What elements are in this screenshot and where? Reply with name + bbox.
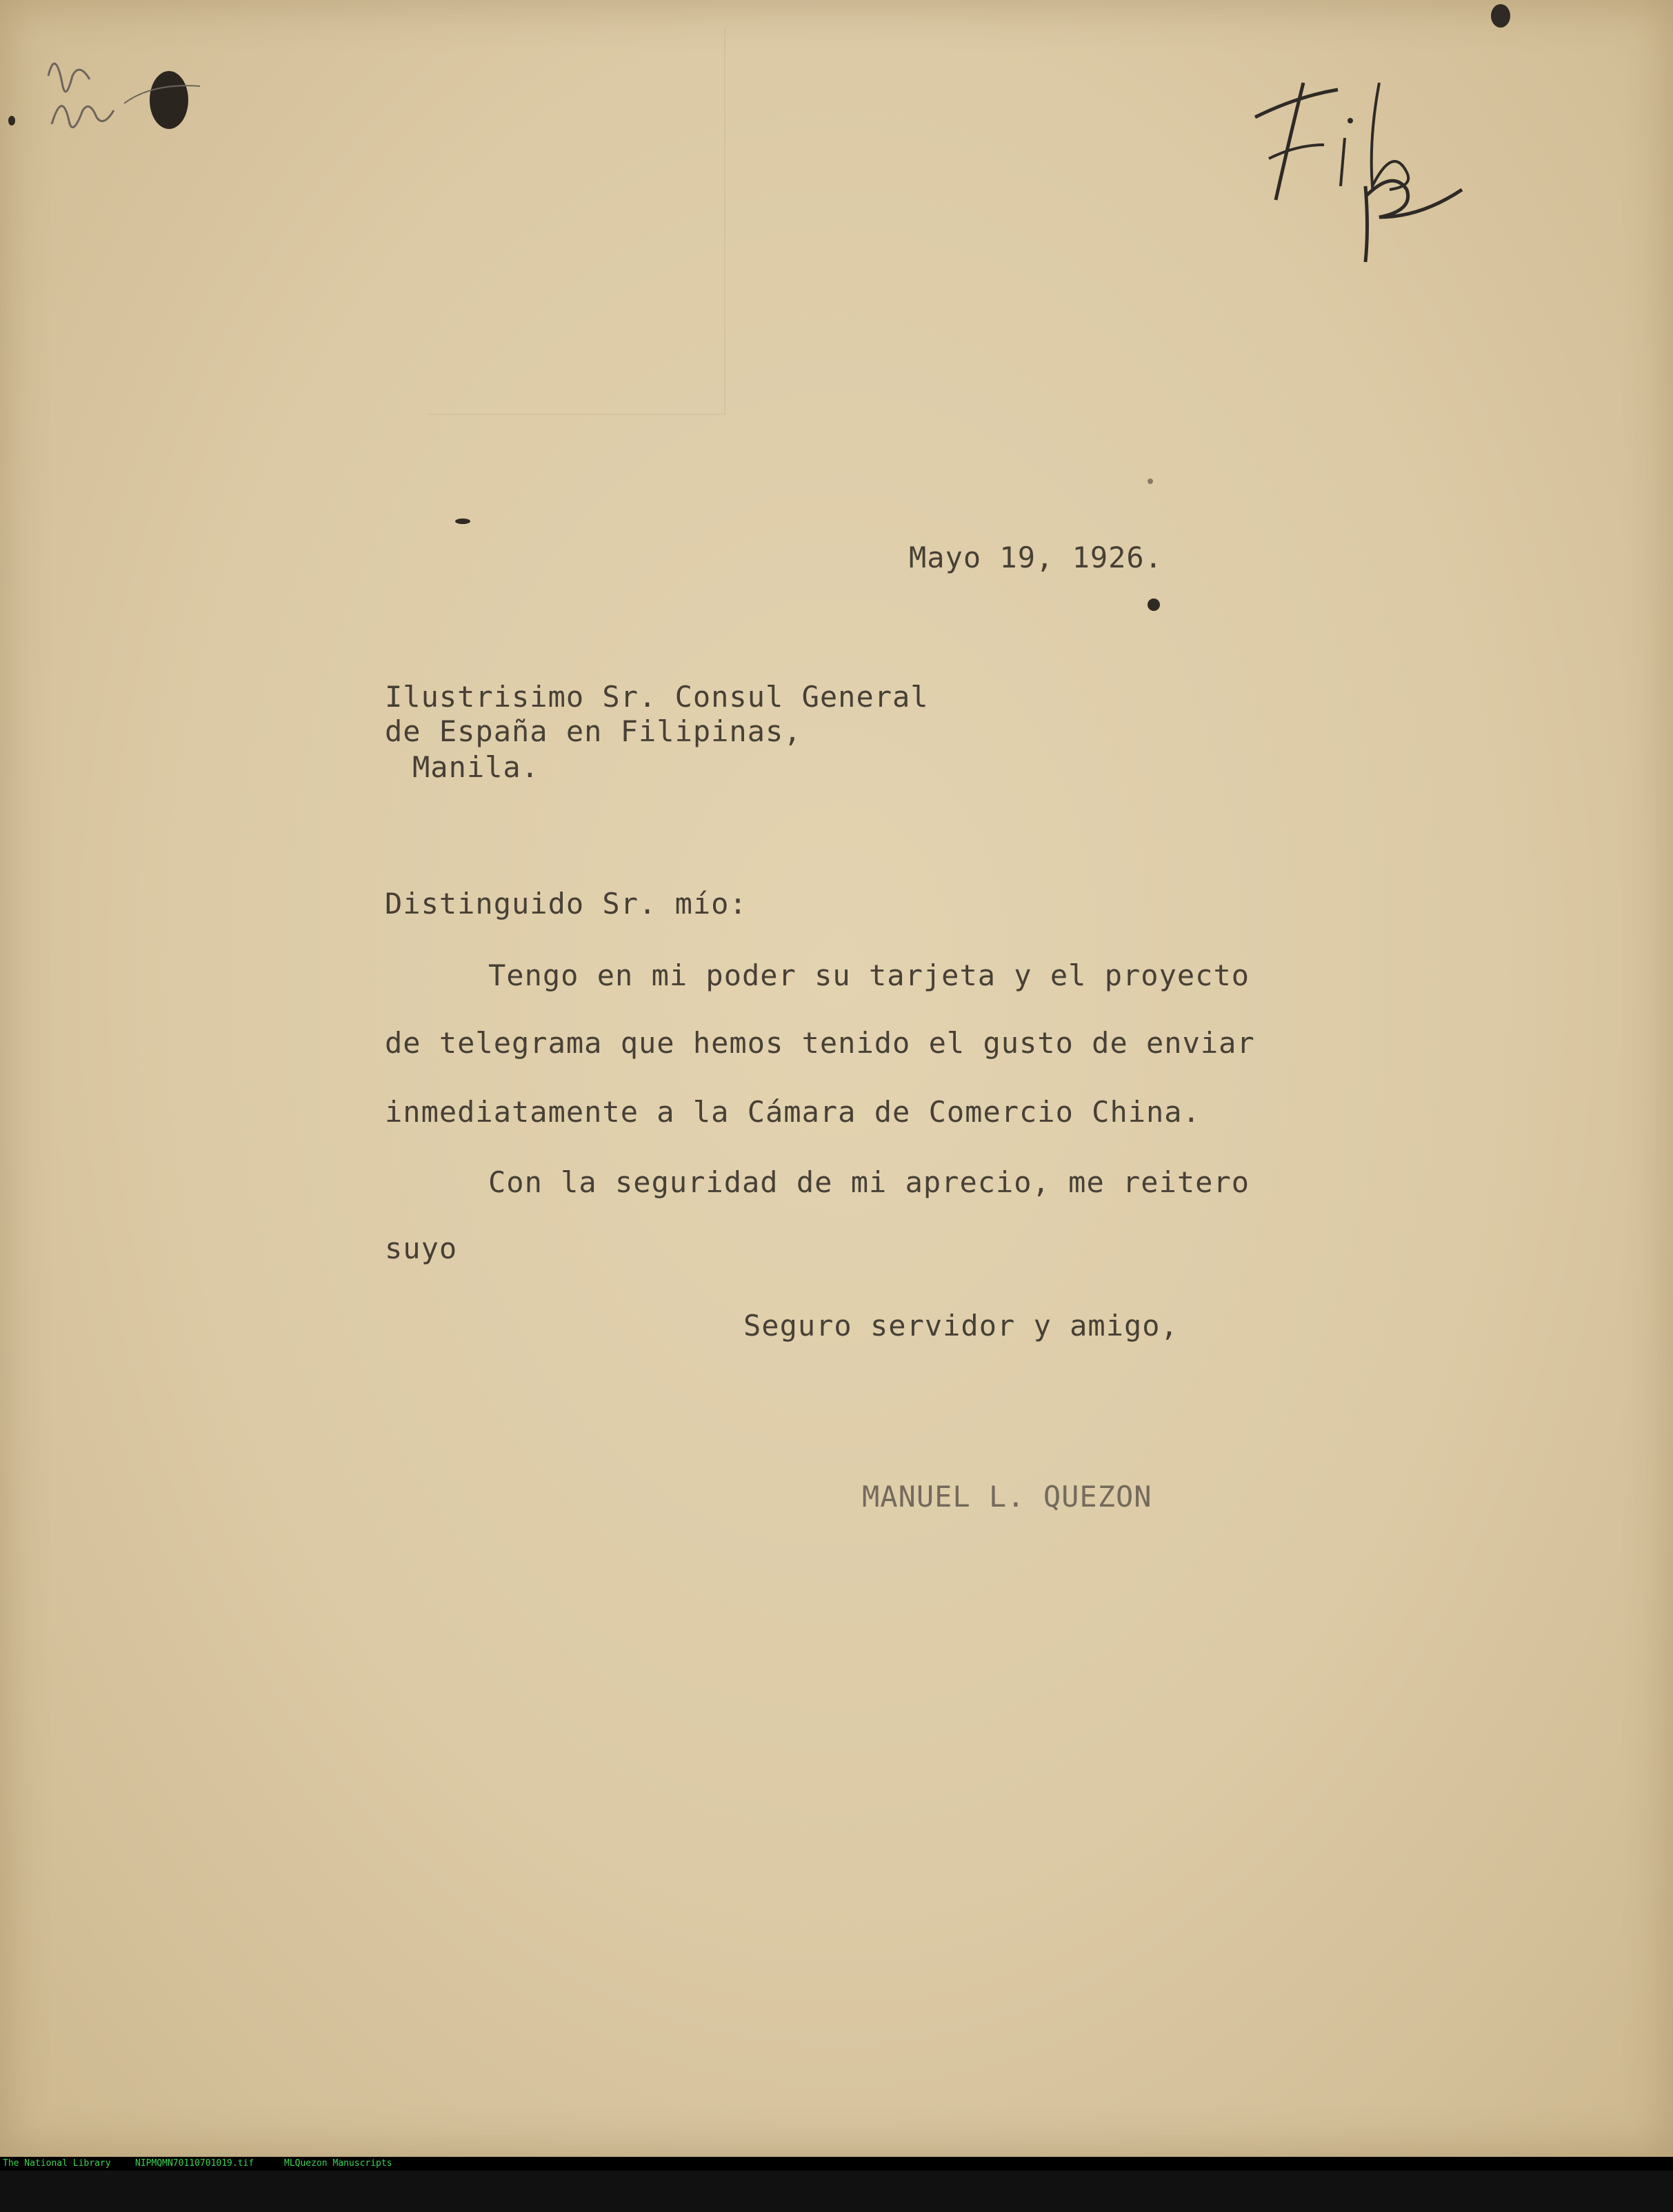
signature: MANUEL L. QUEZON <box>862 1480 1152 1514</box>
recipient-line-1: Ilustrisimo Sr. Consul General <box>385 680 929 714</box>
footer-collection: MLQuezon Manuscripts <box>284 2158 392 2169</box>
handwritten-note-top-left <box>28 34 207 186</box>
archive-footer <box>0 2157 1673 2171</box>
ink-speck <box>8 116 15 125</box>
recipient-line-2: de España en Filipinas, <box>385 714 802 748</box>
closing: Seguro servidor y amigo, <box>743 1309 1179 1343</box>
salutation: Distinguido Sr. mío: <box>385 887 748 921</box>
faint-offset-impression <box>428 28 725 415</box>
letter-date: Mayo 19, 1926. <box>909 541 1163 574</box>
body-line-4: Con la seguridad de mi aprecio, me reitero <box>488 1165 1250 1199</box>
ink-speck <box>1148 599 1160 611</box>
body-line-2: de telegrama que hemos tenido el gusto de enviar <box>385 1026 1255 1060</box>
ink-speck <box>1148 479 1153 484</box>
body-line-1: Tengo en mi poder su tarjeta y el proyecto <box>488 958 1250 992</box>
body-line-3: inmediatamente a la Cámara de Comercio China. <box>385 1095 1201 1129</box>
ink-speck <box>1491 4 1510 28</box>
footer-source: The National Library <box>3 2158 111 2169</box>
body-line-5: suyo <box>385 1231 458 1265</box>
ink-speck <box>455 519 470 524</box>
recipient-line-3: Manila. <box>412 750 540 784</box>
handwritten-note-top-right <box>1228 55 1517 276</box>
footer-file-name: NIPMQMN70110701019.tif <box>135 2158 254 2169</box>
